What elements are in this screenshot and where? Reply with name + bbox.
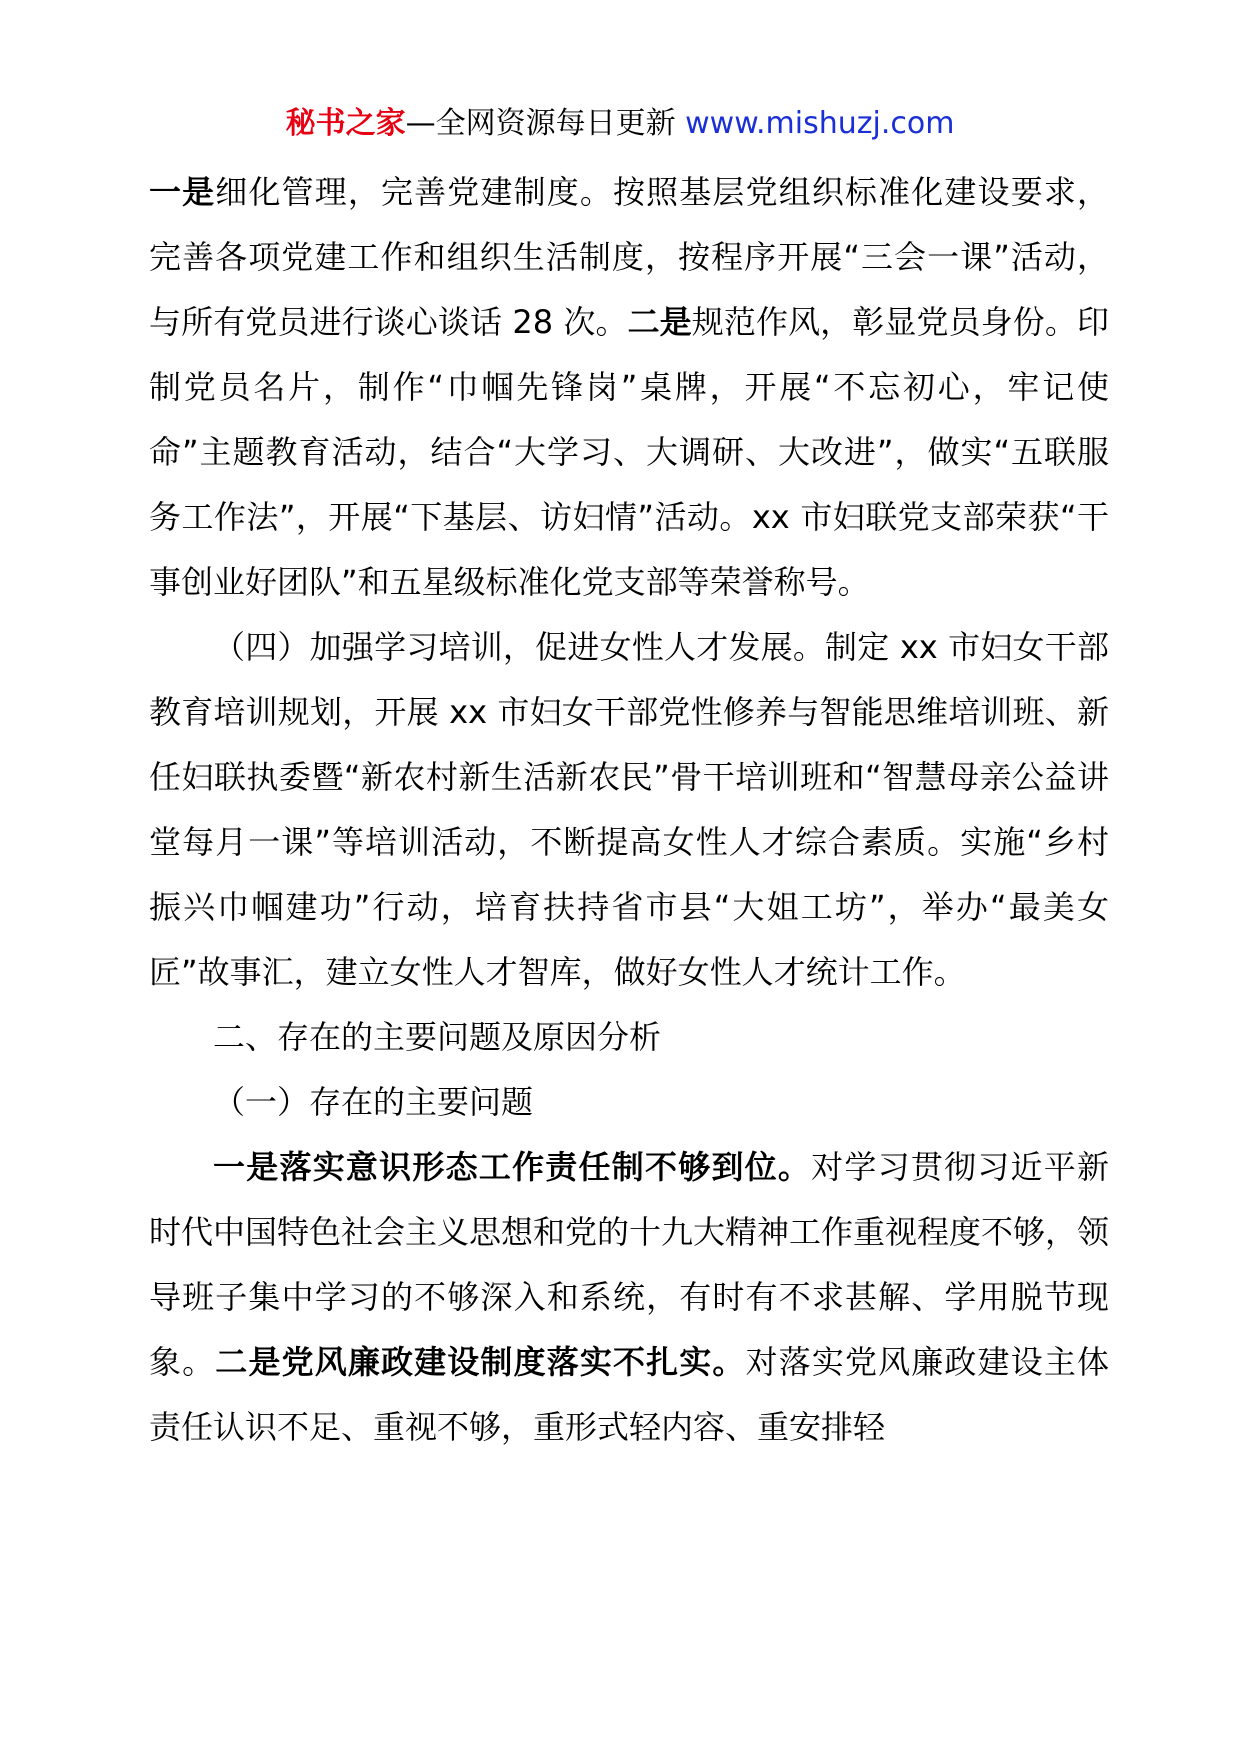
site-header (0, 104, 1240, 144)
document-body (149, 160, 1109, 1460)
paragraph-problems (149, 1135, 1109, 1460)
paragraph-text: 对学习贯彻习近平新时代中国特色社会主义思想和党的十九大精神工作重视程度不够，领导班子集中学习的不够深入和系统，有时有不求甚解、学用脱节现象。 (149, 1148, 1110, 1381)
subsection-heading: （一）存在的主要问题 (213, 1083, 534, 1121)
paragraph-party-building (149, 160, 1109, 615)
site-tagline: —全网资源每日更新 (405, 106, 686, 141)
paragraph-text: 对落实党风廉政建设主体责任认识不足、重视不够，重形式轻内容、重安排轻 (149, 1343, 1109, 1446)
paragraph-text: 规范作风，彰显党员身份。印制党员名片，制作“巾帼先锋岗”桌牌，开展“不忘初心，牢记使命”主题教育活动，结合“大学习、大调研、大改进”，做实“五联服务工作法”，开展“下基层、访妇情”活动。xx 市妇联党支部荣获“干事创业好团队”和五星级标准化党支部等荣誉称号。 (149, 303, 1109, 601)
paragraph-training: （四）加强学习培训，促进女性人才发展。制定 xx 市妇女干部教育培训规划，开展 xx 市妇女干部党性修养与智能思维培训班、新任妇联执委暨“新农村新生活新农民”骨干培训班和“智慧母亲公益讲堂每月一课”等培训活动，不断提高女性人才综合素质。实施“乡村振兴巾帼建功”行动，培育扶持省市县“大姐工坊”，举办“最美女匠”故事汇，建立女性人才智库，做好女性人才统计工作。 (149, 628, 1109, 991)
site-brand: 秘书之家 (285, 106, 406, 141)
section-heading: 二、存在的主要问题及原因分析 (213, 1018, 662, 1056)
bold-lead-2: 二是党风廉政建设制度落实不扎实。 (215, 1343, 746, 1381)
bold-lead-1: 一是落实意识形态工作责任制不够到位。 (213, 1148, 812, 1186)
site-url[interactable]: www.mishuzj.com (685, 106, 955, 141)
bold-lead-1: 一是 (149, 173, 216, 211)
bold-lead-2: 二是 (627, 303, 692, 341)
paragraph-text: 细化管理，完善党建制度。按照基层党组织标准化建设要求，完善各项党建工作和组织生活制度，按程序开展“三会一课”活动，与所有党员进行谈心谈话 28 次。 (149, 173, 1109, 341)
